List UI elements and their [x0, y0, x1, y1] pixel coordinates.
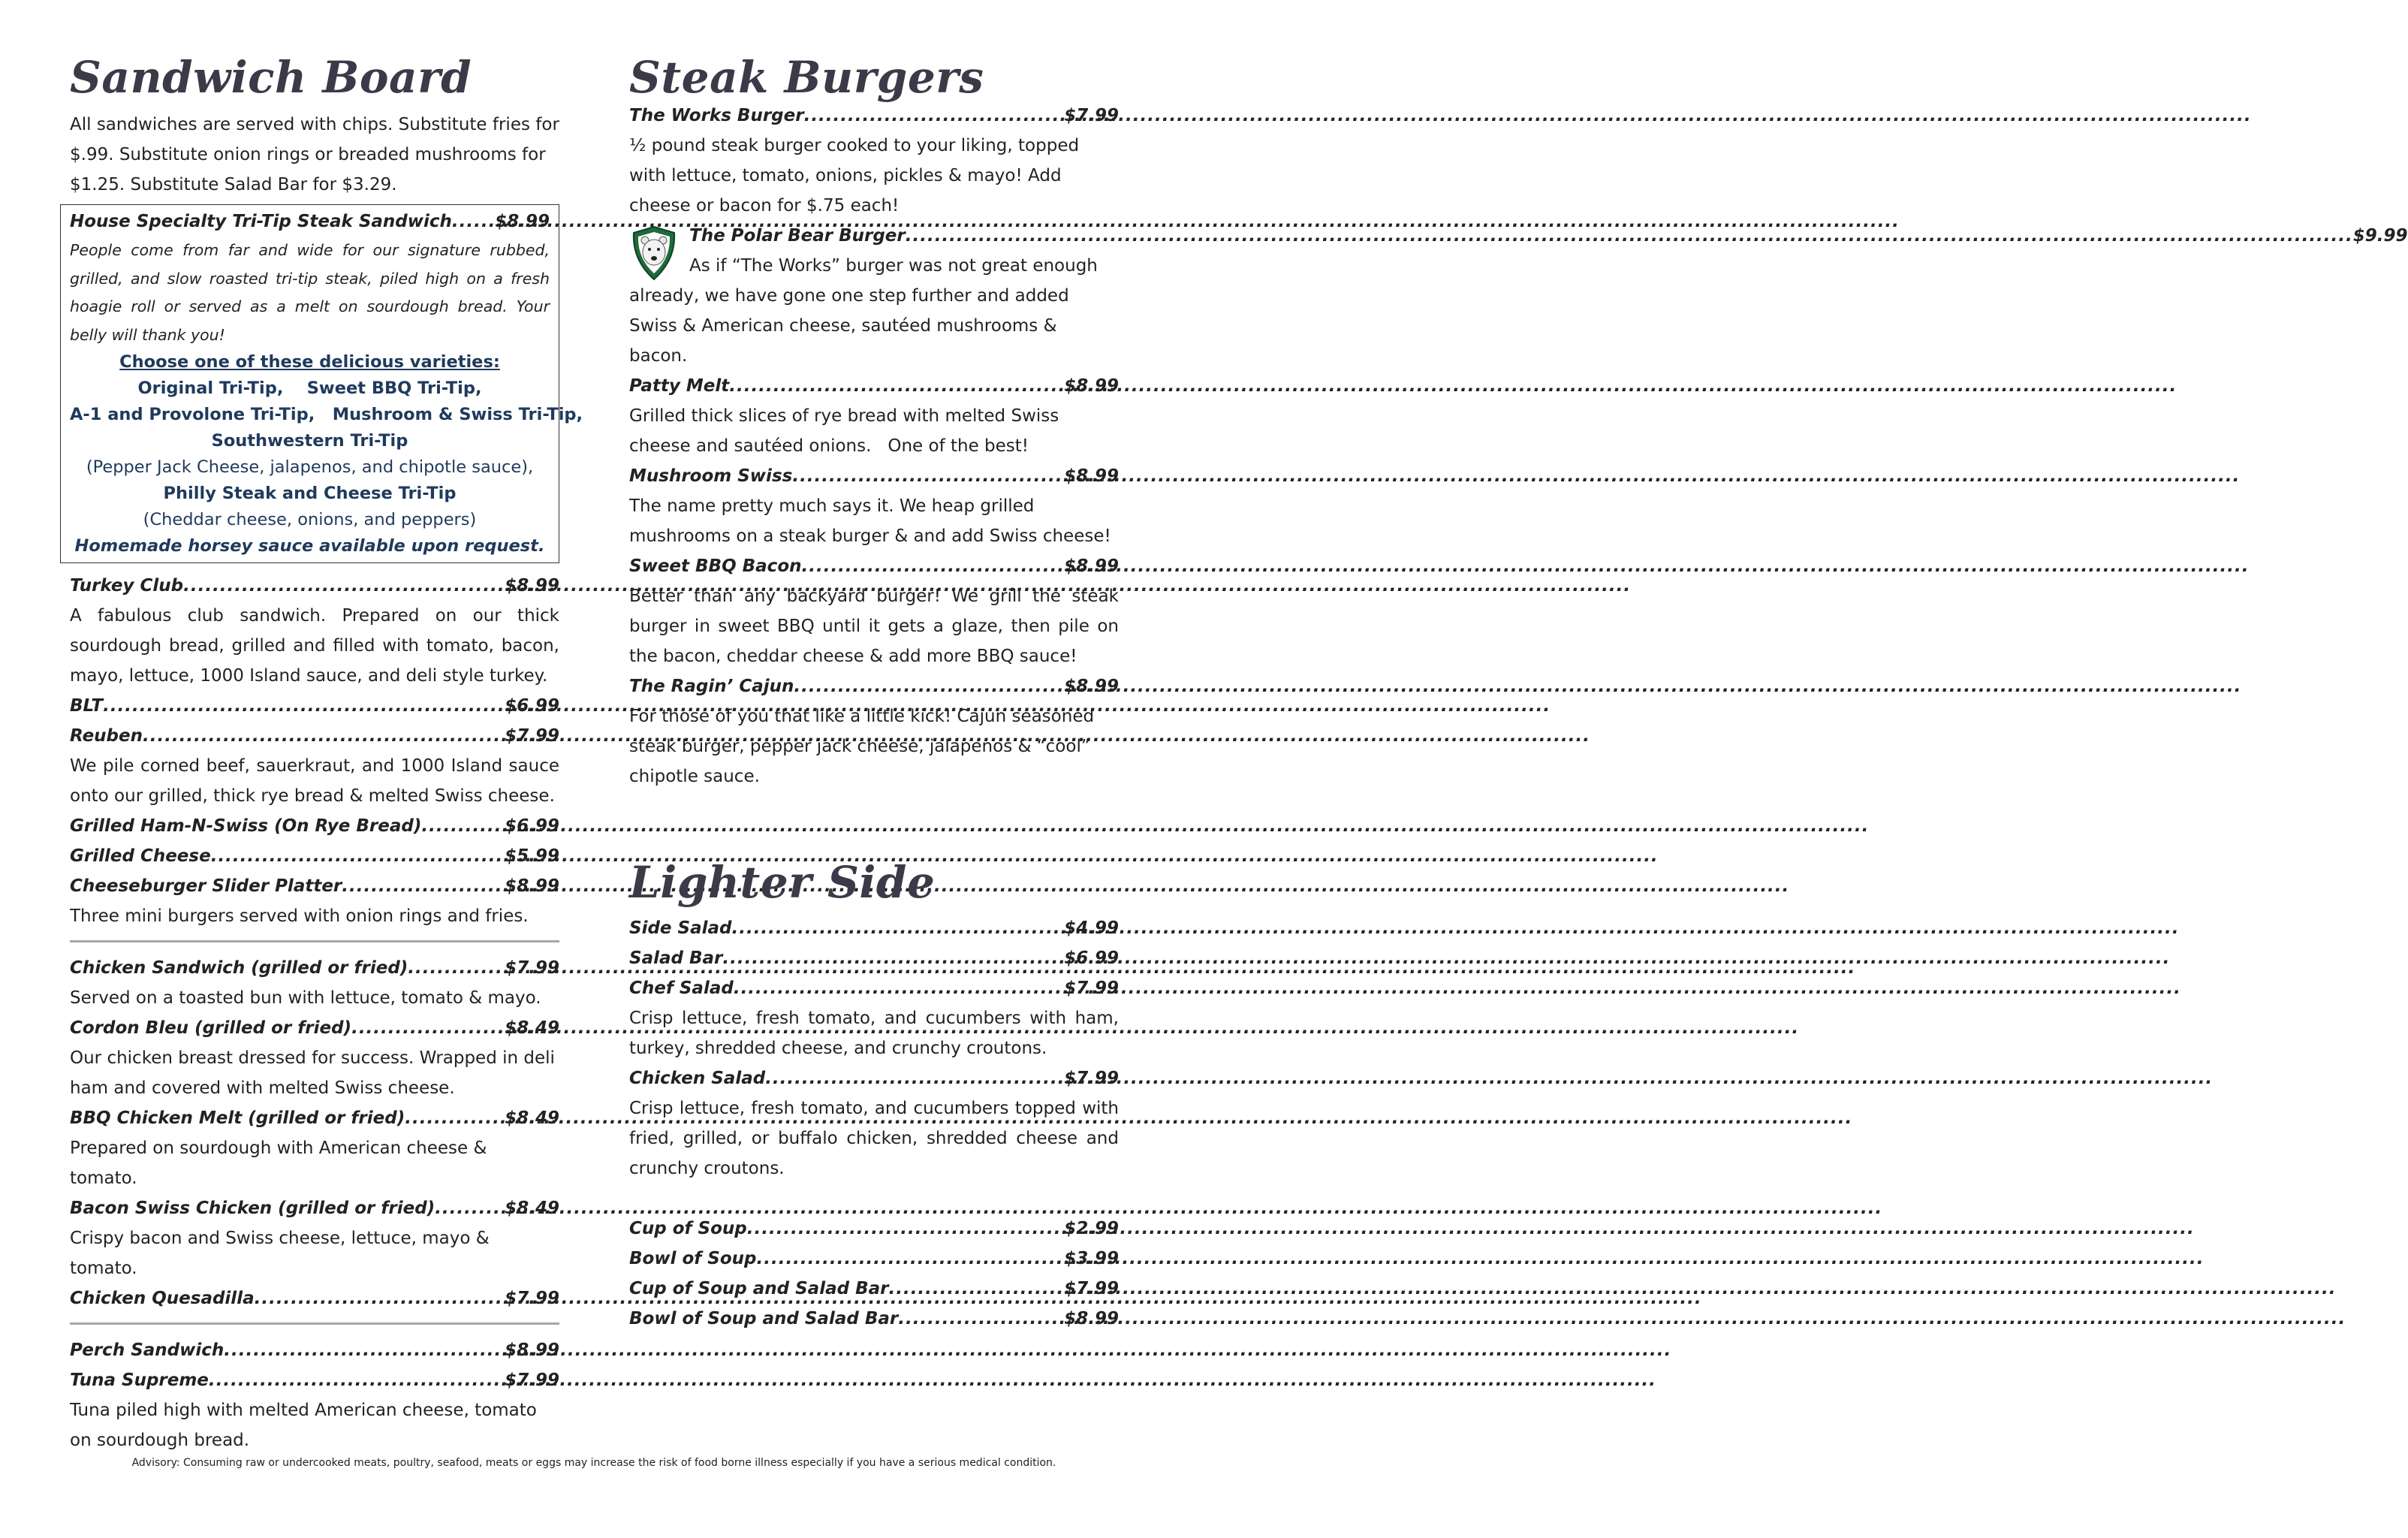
item-price: $8.99	[1064, 677, 1119, 696]
item-name: Side Salad	[629, 918, 732, 938]
steak-burgers-title: Steak Burgers	[629, 52, 984, 103]
item-description: Served on a toasted bun with lettuce, tomato & mayo.	[70, 988, 541, 1008]
item-price: $6.99	[1064, 948, 1119, 968]
leader-dots	[792, 461, 1064, 491]
item-description: A fabulous club sandwich. Prepared on our thick sourdough bread, grilled and filled with tomato, bacon, mayo, lettuce, 1000 Island sauce, and deli style turkey.	[70, 606, 559, 686]
menu-item-bacon-swiss-chicken	[70, 1193, 559, 1223]
item-price: $8.49	[505, 1108, 559, 1128]
leader-dots	[421, 811, 505, 841]
leader-dots	[765, 1063, 1064, 1093]
item-price: $8.49	[505, 1018, 559, 1038]
menu-item-perch-sandwich	[70, 1335, 559, 1365]
tri-tip-description: People come from far and wide for our signature rubbed, grilled, and slow roasted tri-tip steak, piled high on a fresh hoagie roll or served as a melt on sourdough bread. Your belly will thank you!	[70, 241, 550, 344]
item-name: The Polar Bear Burger	[689, 226, 906, 246]
item-price: $2.99	[1064, 1219, 1119, 1238]
item-description-lead: As if “The Works” burger was not great enough	[689, 256, 1098, 276]
variety-line: Philly Steak and Cheese Tri-Tip	[163, 484, 457, 503]
menu-item-blt	[70, 691, 559, 721]
item-price: $6.99	[505, 696, 559, 716]
item-name: Cheeseburger Slider Platter	[70, 876, 342, 896]
item-name: Tuna Supreme	[70, 1371, 209, 1390]
leader-dots	[408, 953, 505, 983]
item-price: $8.99	[1064, 1309, 1119, 1328]
sandwich-board-title: Sandwich Board	[70, 52, 472, 103]
item-name: House Specialty Tri-Tip Steak Sandwich	[70, 212, 452, 231]
menu-item-ham-swiss	[70, 811, 559, 841]
advisory-footer: Advisory: Consuming raw or undercooked meats, poultry, seafood, meats or eggs may increase the risk of food borne illness especially if you have a serious medical condition.	[131, 1457, 1056, 1469]
variety-note: (Cheddar cheese, onions, and peppers)	[143, 510, 477, 529]
item-name: Patty Melt	[629, 376, 730, 396]
item-name: Mushroom Swiss	[629, 466, 793, 486]
item-price: $8.99	[1064, 466, 1119, 486]
item-name: Chef Salad	[629, 979, 734, 998]
leader-dots	[747, 1214, 1064, 1244]
leader-dots	[255, 1283, 505, 1313]
item-description: Prepared on sourdough with American cheese & tomato.	[70, 1138, 487, 1188]
tri-tip-varieties	[70, 349, 583, 559]
leader-dots	[103, 691, 505, 721]
item-price: $7.99	[1064, 1279, 1119, 1298]
item-price: $7.99	[505, 958, 559, 978]
item-price: $8.99	[1064, 556, 1119, 576]
menu-item-ragin-cajun	[629, 671, 1119, 701]
item-description: We pile corned beef, sauerkraut, and 1000 Island sauce onto our grilled, thick rye bread & melted Swiss cheese.	[70, 756, 559, 806]
leader-dots	[342, 871, 505, 901]
leader-dots	[804, 101, 1065, 131]
item-description: already, we have gone one step further and added Swiss & American cheese, sautéed mushrooms & bacon.	[629, 286, 1069, 366]
leader-dots	[405, 1103, 505, 1133]
item-name: BLT	[70, 696, 104, 716]
item-price: $8.99	[505, 576, 559, 596]
menu-item-mushroom-swiss	[629, 461, 1119, 491]
item-name: Salad Bar	[629, 948, 723, 968]
item-name: Cordon Bleu (grilled or fried)	[70, 1018, 352, 1038]
leader-dots	[794, 671, 1064, 701]
leader-dots	[906, 221, 2353, 251]
polar-bear-row	[689, 221, 2408, 251]
section-divider	[70, 940, 559, 942]
section-divider	[70, 1322, 559, 1325]
item-name: BBQ Chicken Melt (grilled or fried)	[70, 1108, 405, 1128]
item-price: $8.99	[495, 212, 550, 231]
item-price: $7.99	[1064, 979, 1119, 998]
leader-dots	[802, 551, 1065, 581]
menu-item-patty-melt	[629, 371, 1119, 401]
leader-dots	[183, 571, 505, 601]
item-price: $9.99	[2352, 226, 2408, 246]
item-name: Bowl of Soup and Salad Bar	[629, 1309, 899, 1328]
item-price: $6.99	[505, 816, 559, 836]
lighter-side-title: Lighter Side	[629, 857, 936, 908]
item-price: $7.99	[505, 726, 559, 746]
menu-item-reuben	[70, 721, 559, 751]
variety-note: (Pepper Jack Cheese, jalapenos, and chipotle sauce),	[86, 457, 534, 477]
leader-dots	[211, 841, 505, 871]
leader-dots	[209, 1365, 505, 1395]
menu-item-chef-salad	[629, 973, 1119, 1003]
sandwich-board-section	[70, 52, 583, 1455]
sandwich-intro: All sandwiches are served with chips. Substitute fries for $.99. Substitute onion rings or breaded mushrooms for $1.25. Substitute Salad Bar for $3.29.	[70, 115, 559, 195]
menu-item-cup-of-soup	[629, 1214, 1119, 1244]
item-price: $7.99	[1064, 1069, 1119, 1088]
polar-bear-logo-icon	[631, 225, 677, 281]
leader-dots	[731, 913, 1064, 943]
item-description: For those of you that like a little kick! Cajun seasoned steak burger, pepper jack cheese, jalapenos & “cool” chipotle sauce.	[629, 707, 1095, 786]
item-name: Cup of Soup and Salad Bar	[629, 1279, 889, 1298]
variety-line: Southwestern Tri-Tip	[211, 431, 408, 451]
menu-item-bowl-of-soup	[629, 1244, 1119, 1274]
menu-item-chicken-salad	[629, 1063, 1119, 1093]
menu-item-sweet-bbq-bacon	[629, 551, 1119, 581]
item-price: $8.49	[505, 1199, 559, 1218]
item-name: Turkey Club	[70, 576, 184, 596]
leader-dots	[734, 973, 1064, 1003]
item-description: Crisp lettuce, fresh tomato, and cucumbers topped with fried, grilled, or buffalo chicken, shredded cheese and crunchy croutons.	[629, 1099, 1119, 1178]
item-price: $5.99	[505, 846, 559, 866]
menu-item-grilled-cheese	[70, 841, 559, 871]
item-description: Grilled thick slices of rye bread with melted Swiss cheese and sautéed onions. One of the best!	[629, 406, 1065, 456]
item-description: Crispy bacon and Swiss cheese, lettuce, mayo & tomato.	[70, 1229, 490, 1278]
item-price: $7.99	[1064, 106, 1119, 125]
item-name: Chicken Salad	[629, 1069, 766, 1088]
item-price: $3.99	[1064, 1249, 1119, 1268]
item-name: The Works Burger	[629, 106, 804, 125]
varieties-heading: Choose one of these delicious varieties:	[119, 352, 500, 372]
item-price: $7.99	[505, 1289, 559, 1308]
leader-dots	[898, 1304, 1064, 1334]
item-description: Better than any backyard burger! We grill the steak burger in sweet BBQ until it gets a glaze, then pile on the bacon, cheddar cheese & add more BBQ sauce!	[629, 587, 1119, 666]
item-price: $8.99	[505, 1340, 559, 1360]
item-name: Reuben	[70, 726, 143, 746]
tri-tip-box	[60, 204, 583, 563]
item-name: Bacon Swiss Chicken (grilled or fried)	[70, 1199, 435, 1218]
item-price: $4.99	[1064, 918, 1119, 938]
variety-line: Original Tri-Tip, Sweet BBQ Tri-Tip,	[137, 378, 482, 398]
item-name: Perch Sandwich	[70, 1340, 225, 1360]
leader-dots	[143, 721, 505, 751]
leader-dots	[224, 1335, 505, 1365]
menu-item-cordon-bleu	[70, 1013, 559, 1043]
horsey-sauce-note: Homemade horsey sauce available upon request.	[74, 536, 545, 556]
variety-line: A-1 and Provolone Tri-Tip, Mushroom & Swiss Tri-Tip,	[70, 405, 583, 424]
item-name: The Ragin’ Cajun	[629, 677, 794, 696]
menu-item-salad-bar	[629, 943, 1119, 973]
item-description: Three mini burgers served with onion rings and fries.	[70, 906, 529, 926]
menu-item-turkey-club	[70, 571, 559, 601]
item-name: Grilled Ham-N-Swiss (On Rye Bread)	[70, 816, 422, 836]
item-description: The name pretty much says it. We heap grilled mushrooms on a steak burger & and add Swiss cheese!	[629, 496, 1111, 546]
leader-dots	[351, 1013, 505, 1043]
menu-item-bowl-soup-salad-bar	[629, 1304, 1119, 1334]
leader-dots	[435, 1193, 505, 1223]
item-description: Crisp lettuce, fresh tomato, and cucumbers with ham, turkey, shredded cheese, and crunchy croutons.	[629, 1009, 1119, 1058]
item-description: Tuna piled high with melted American cheese, tomato on sourdough bread.	[70, 1401, 537, 1450]
item-name: Bowl of Soup	[629, 1249, 757, 1268]
item-name: Cup of Soup	[629, 1219, 747, 1238]
item-price: $8.99	[1064, 376, 1119, 396]
menu-item-tri-tip	[70, 207, 550, 237]
menu-item-chicken-sandwich	[70, 953, 559, 983]
steak-burgers-section	[629, 52, 2408, 1334]
leader-dots	[729, 371, 1064, 401]
menu-item-slider-platter	[70, 871, 559, 901]
item-name: Chicken Quesadilla	[70, 1289, 255, 1308]
leader-dots	[757, 1244, 1065, 1274]
leader-dots	[888, 1274, 1064, 1304]
menu-item-tuna-supreme	[70, 1365, 559, 1395]
item-name: Grilled Cheese	[70, 846, 211, 866]
leader-dots	[452, 207, 495, 237]
item-description: Our chicken breast dressed for success. Wrapped in deli ham and covered with melted Swiss cheese.	[70, 1048, 555, 1098]
item-name: Chicken Sandwich (grilled or fried)	[70, 958, 408, 978]
menu-item-bbq-chicken-melt	[70, 1103, 559, 1133]
leader-dots	[722, 943, 1064, 973]
menu-item-chicken-quesadilla	[70, 1283, 559, 1313]
menu-item-polar-bear	[629, 221, 2408, 281]
item-description: ½ pound steak burger cooked to your liking, topped with lettuce, tomato, onions, pickles & mayo! Add cheese or bacon for $.75 each!	[629, 136, 1080, 216]
item-name: Sweet BBQ Bacon	[629, 556, 802, 576]
menu-item-cup-soup-salad-bar	[629, 1274, 1119, 1304]
menu-item-side-salad	[629, 913, 1119, 943]
item-price: $7.99	[505, 1371, 559, 1390]
menu-item-works-burger	[629, 101, 1119, 131]
item-price: $8.99	[505, 876, 559, 896]
